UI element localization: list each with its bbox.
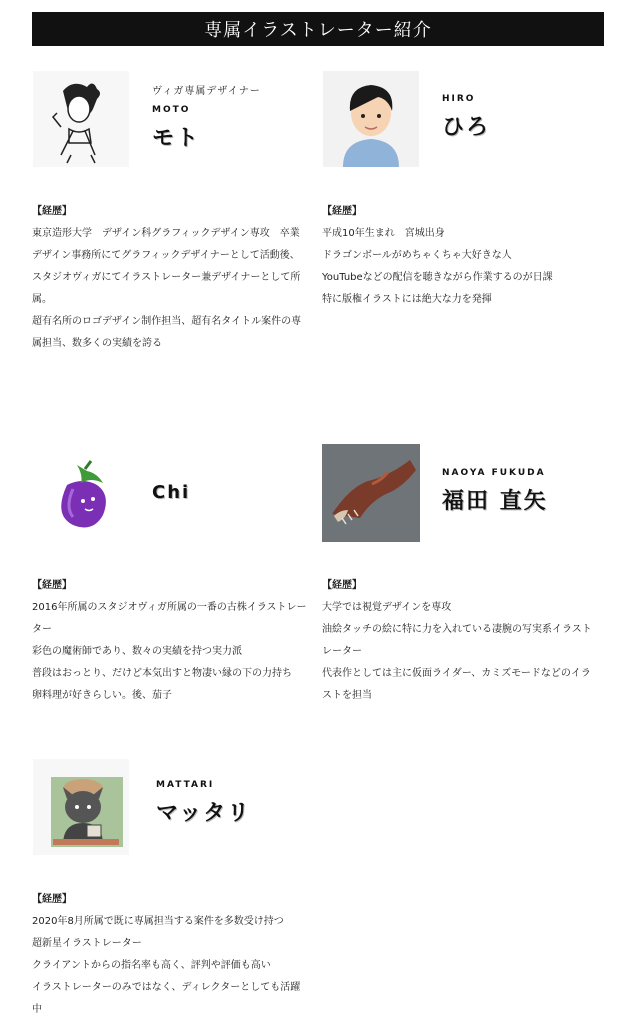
career-line: ドラゴンボールがめちゃくちゃ大好きな人 bbox=[322, 250, 512, 261]
career-heading: 【経歴】 bbox=[322, 580, 362, 591]
creature-painting-icon bbox=[322, 444, 420, 542]
illustrator-display-name: Chi bbox=[152, 482, 191, 503]
eggplant-character-icon bbox=[32, 444, 130, 542]
career-line: 東京造形大学 デザイン科グラフィックデザイン専攻 卒業 bbox=[32, 228, 300, 239]
illustrator-role: ヴィガ専属デザイナー bbox=[152, 86, 261, 97]
illustrator-display-name: 福田 直矢 bbox=[442, 489, 548, 514]
illustrator-roman-name: NAOYA FUKUDA bbox=[442, 468, 546, 478]
illustrator-display-name: モト bbox=[152, 126, 201, 151]
illustrator-roman-name: MATTARI bbox=[156, 780, 215, 790]
career-heading: 【経歴】 bbox=[322, 206, 362, 217]
career-line: YouTubeなどの配信を聴きながら作業するのが日課 bbox=[322, 272, 553, 283]
illustrator-roman-name: HIRO bbox=[442, 94, 476, 104]
career-line: 油絵タッチの絵に特に力を入れている凄腕の写実系イラストレーター bbox=[322, 624, 592, 657]
illustrator-card-chi bbox=[32, 444, 322, 701]
cat-chef-icon bbox=[32, 758, 130, 856]
career-line: 超新星イラストレーター bbox=[32, 938, 142, 949]
career-line: 大学では視覚デザインを専攻 bbox=[322, 602, 452, 613]
career-heading: 【経歴】 bbox=[32, 206, 72, 217]
career-line: 平成10年生まれ 宮城出身 bbox=[322, 228, 445, 239]
illustrator-card-hiro bbox=[322, 70, 612, 305]
line-sketch-man-icon bbox=[32, 70, 130, 168]
illustrator-display-name: マッタリ bbox=[156, 801, 252, 826]
cartoon-boy-icon bbox=[322, 70, 420, 168]
career-line: イラストレーターのみではなく、ディレクターとしても活躍中 bbox=[32, 982, 301, 1015]
career-line: 超有名所のロゴデザイン制作担当、超有名タイトル案件の専属担当、数多くの実績を誇る bbox=[32, 316, 302, 349]
career-line: 普段はおっとり、だけど本気出すと物凄い縁の下の力持ち bbox=[32, 668, 292, 679]
career-line: デザイン事務所にてグラフィックデザイナーとして活動後、 bbox=[32, 250, 300, 261]
career-line: 2020年8月所属で既に専属担当する案件を多数受け持つ bbox=[32, 916, 284, 927]
banner-title: 専属イラストレーター紹介 bbox=[204, 20, 432, 41]
career-line: 2016年所属のスタジオヴィガ所属の一番の古株イラストレーター bbox=[32, 602, 307, 635]
career-line: 彩色の魔術師であり、数々の実績を持つ実力派 bbox=[32, 646, 242, 657]
illustrator-display-name: ひろ bbox=[442, 115, 491, 140]
career-line: 特に版権イラストには絶大な力を発揮 bbox=[322, 294, 492, 305]
illustrator-card-moto bbox=[32, 70, 322, 349]
illustrator-card-mattari bbox=[32, 758, 322, 1015]
illustrator-roman-name: MOTO bbox=[152, 105, 191, 115]
career-heading: 【経歴】 bbox=[32, 894, 72, 905]
career-heading: 【経歴】 bbox=[32, 580, 72, 591]
career-line: 代表作としては主に仮面ライダー、カミズモードなどのイラストを担当 bbox=[322, 668, 591, 701]
career-line: クライアントからの指名率も高く、評判や評価も高い bbox=[32, 960, 271, 971]
career-line: 卵料理が好きらしい。後、茄子 bbox=[32, 690, 172, 701]
career-line: スタジオヴィガにてイラストレーター兼デザイナーとして所属。 bbox=[32, 272, 301, 305]
illustrator-card-naoya bbox=[322, 444, 612, 701]
page-banner bbox=[32, 12, 604, 46]
